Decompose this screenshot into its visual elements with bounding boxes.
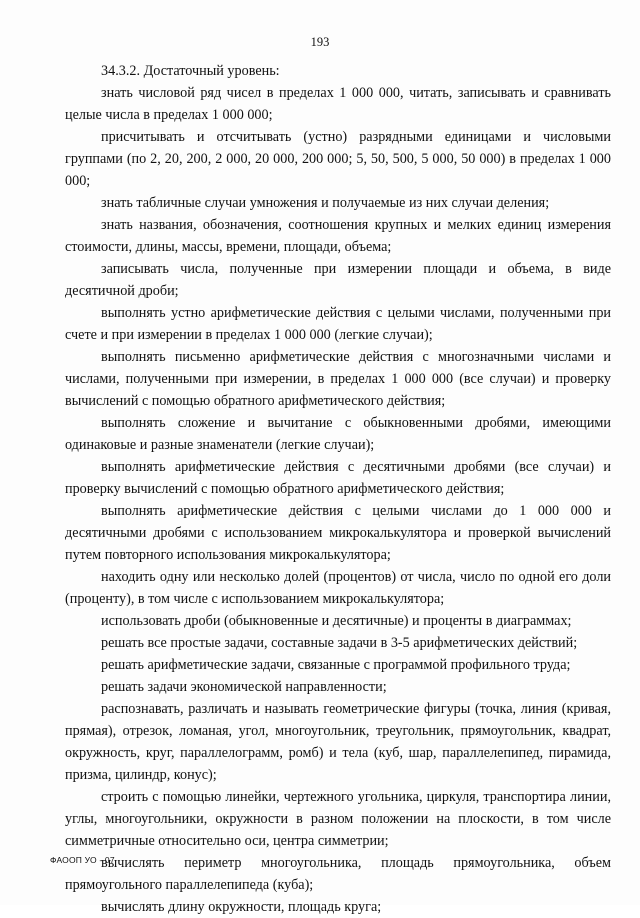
list-item: выполнять письменно арифметические действия с многозначными числами и числами, полученными при измерении, в пределах 1 000 000 (все случаи) и проверку вычислений с помощью обратного арифметического действия; [65,349,611,409]
list-item: выполнять сложение и вычитание с обыкновенными дробями, имеющими одинаковые и разные знаменатели (легкие случаи); [65,415,611,453]
footer-label: ФАООП УО - 07 [50,855,115,865]
list-item: находить одну или несколько долей (процентов) от числа, число по одной его доли (проценту), в том числе с использованием микрокалькулятора; [65,569,611,607]
list-item: знать названия, обозначения, соотношения крупных и мелких единиц измерения стоимости, длины, массы, времени, площади, объема; [65,217,611,255]
list-item: распознавать, различать и называть геометрические фигуры (точка, линия (кривая, прямая), отрезок, ломаная, угол, многоугольник, треугольник, прямоугольник, квадрат, окружность, круг, параллелограмм, ромб) и тела (куб, шар, параллелепипед, пирамида, призма, цилиндр, конус); [65,701,611,783]
list-item: решать все простые задачи, составные задачи в 3-5 арифметических действий; [101,635,578,651]
list-item: присчитывать и отсчитывать (устно) разрядными единицами и числовыми группами (по 2, 20, 200, 2 000, 20 000, 200 000; 5, 50, 500, 5 000, 50 000) в пределах 1 000 000; [65,129,611,189]
list-item: выполнять арифметические действия с целыми числами до 1 000 000 и десятичными дробями с использованием микрокалькулятора и проверкой вычислений путем повторного использования микрокалькулятора; [65,503,611,563]
section-heading: 34.3.2. Достаточный уровень: [101,63,280,79]
list-item: вычислять периметр многоугольника, площадь прямоугольника, объем прямоугольного параллелепипеда (куба); [65,855,611,893]
list-item: вычислять длину окружности, площадь круга; [101,899,382,915]
list-item: записывать числа, полученные при измерении площади и объема, в виде десятичной дроби; [65,261,611,299]
page-number: 193 [310,35,330,49]
list-item: знать числовой ряд чисел в пределах 1 000 000, читать, записывать и сравнивать целые числа в пределах 1 000 000; [65,85,611,123]
list-item: выполнять устно арифметические действия с целыми числами, полученными при счете и при измерении в пределах 1 000 000 (легкие случаи); [65,305,611,343]
list-item: строить с помощью линейки, чертежного угольника, циркуля, транспортира линии, углы, многоугольники, окружности в разном положении на плоскости, в том числе симметричные относительно оси, центра симметрии; [65,789,611,849]
list-item: знать табличные случаи умножения и получаемые из них случаи деления; [101,195,550,211]
list-item: решать арифметические задачи, связанные с программой профильного труда; [101,657,571,673]
document-body [65,60,611,918]
list-item: решать задачи экономической направленности; [101,679,387,695]
list-item: использовать дроби (обыкновенные и десятичные) и проценты в диаграммах; [101,613,572,629]
list-item: выполнять арифметические действия с десятичными дробями (все случаи) и проверку вычислений с помощью обратного арифметического действия; [65,459,611,497]
